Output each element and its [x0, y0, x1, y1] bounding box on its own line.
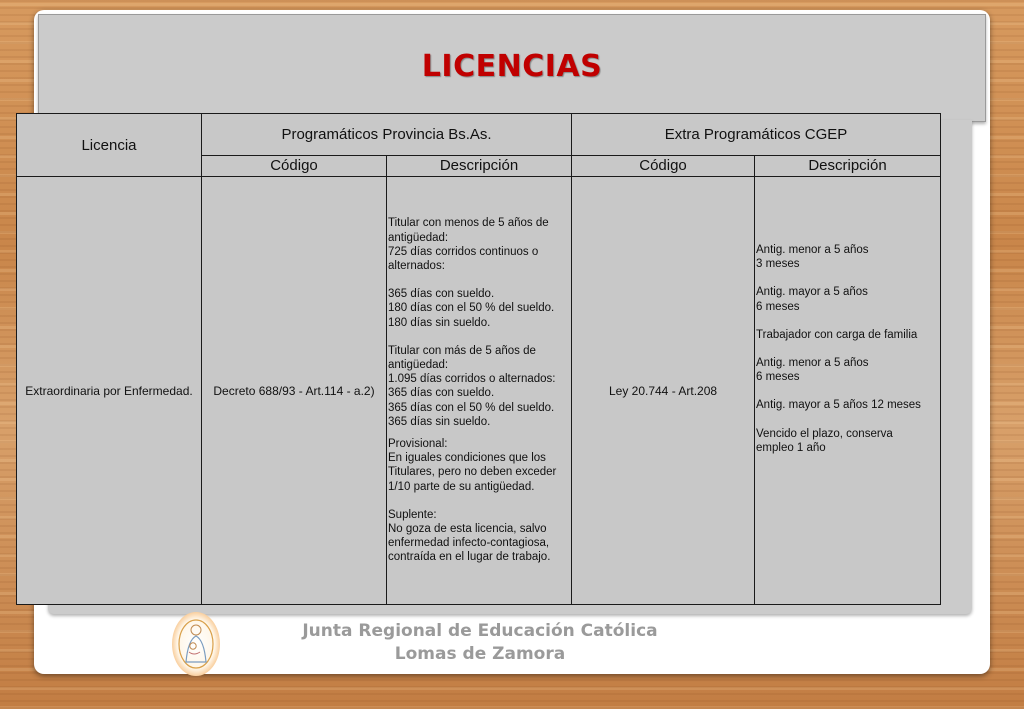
- subheader-descripcion-cgep: Descripción: [755, 156, 941, 177]
- desc-line: Provisional:: [388, 438, 448, 450]
- desc-line: 725 días corridos continuos o: [388, 245, 539, 258]
- header-licencia: Licencia: [17, 114, 202, 177]
- slide-title: LICENCIAS: [421, 49, 603, 84]
- desc-line: 6 meses: [756, 300, 800, 313]
- licencias-table: [16, 113, 941, 605]
- desc-line: Titular con menos de 5 años de: [388, 217, 549, 230]
- desc-line: empleo 1 año: [756, 441, 826, 454]
- desc-line: 3 meses: [756, 258, 800, 271]
- subheader-codigo-cgep: Código: [572, 156, 755, 177]
- desc-line: 1/10 parte de su antigüedad.: [388, 480, 535, 493]
- desc-line: alternados:: [388, 259, 445, 272]
- desc-line: Titular con más de 5 años de: [388, 344, 536, 357]
- desc-line: Antig. menor a 5 años: [756, 244, 869, 256]
- desc-line: 180 días con el 50 % del sueldo.: [388, 302, 555, 315]
- cell-descripcion-cgep: [755, 177, 941, 605]
- desc-line: 6 meses: [756, 371, 800, 384]
- desc-line: 365 días sin sueldo.: [388, 415, 491, 428]
- desc-line: Antig. mayor a 5 años 12 meses: [756, 399, 921, 412]
- subheader-descripcion-prov: Descripción: [387, 156, 572, 177]
- desc-line: Suplente:: [388, 508, 437, 521]
- desc-line: contraída en el lugar de trabajo.: [388, 551, 551, 564]
- cell-licencia: Extraordinaria por Enfermedad.: [17, 177, 202, 605]
- subheader-codigo-prov: Código: [202, 156, 387, 177]
- desc-line: 365 días con sueldo.: [388, 288, 495, 301]
- desc-line: En iguales condiciones que los: [388, 452, 546, 465]
- header-programaticos: Programáticos Provincia Bs.As.: [202, 114, 572, 156]
- desc-line: 365 días con sueldo.: [388, 387, 495, 400]
- title-bar: [38, 14, 986, 122]
- desc-line: enfermedad infecto-contagiosa,: [388, 537, 550, 550]
- cell-codigo-cgep: Ley 20.744 - Art.208: [572, 177, 755, 605]
- desc-line: 365 días con el 50 % del sueldo.: [388, 401, 555, 414]
- footer-line-2: Lomas de Zamora: [394, 644, 566, 664]
- desc-line: antigüedad:: [388, 231, 449, 244]
- desc-line: Trabajador con carga de familia: [756, 328, 918, 341]
- header-extra-programaticos: Extra Programáticos CGEP: [572, 114, 941, 156]
- cell-codigo-prov: Decreto 688/93 - Art.114 - a.2): [202, 177, 387, 605]
- desc-line: No goza de esta licencia, salvo: [388, 523, 547, 536]
- table-row: [17, 177, 941, 605]
- desc-line: Antig. menor a 5 años: [756, 357, 869, 370]
- desc-line: Vencido el plazo, conserva: [756, 427, 893, 440]
- footer-line-1: Junta Regional de Educación Católica: [302, 621, 658, 641]
- desc-line: 1.095 días corridos o alternados:: [388, 373, 556, 386]
- desc-line: antigüedad:: [388, 358, 449, 371]
- virgin-and-child-logo-icon: [172, 612, 220, 676]
- desc-line: Antig. mayor a 5 años: [756, 286, 868, 299]
- cell-descripcion-prov: [387, 177, 572, 605]
- desc-line: 180 días sin sueldo.: [388, 316, 491, 329]
- header-row: [17, 114, 941, 156]
- desc-line: Titulares, pero no deben exceder: [388, 466, 557, 479]
